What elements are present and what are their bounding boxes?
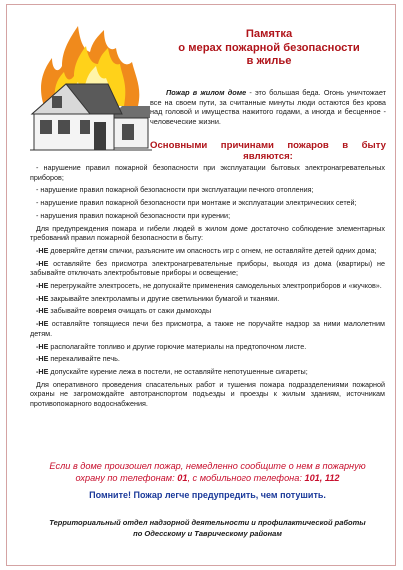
rule-text: закрывайте электролампы и другие светильники бумагой и тканями. [48,293,280,303]
rule-item [30,306,385,316]
title-line-3: в жилье [246,55,292,67]
rule-text: перекаливайте печь. [48,354,120,364]
causes-heading: Основными причинами пожаров в быту являются: [150,140,386,163]
rule-prefix: -НЕ [36,366,49,376]
rule-text: оставляйте без присмотра электронагревательные приборы, выходя из дома (квартиры) не забывайте отключать электробытовые приборы и освещение; [30,258,385,278]
rule-text: допускайте курение лежа в постели, не оставляйте непотушенные сигареты; [48,366,308,376]
rule-prefix: -НЕ [36,281,49,291]
emergency-notice [30,461,385,484]
page-title [158,28,380,69]
intro-lead: Пожар в жилом доме [166,88,247,97]
rule-text: располагайте топливо и другие горючие материалы на предтопочном листе. [48,341,307,351]
intro-text: - это большая беда. Огонь уничтожает все на своем пути, за считанные минуты люди остаются без крова над головой и имущества нажитого годами, а иногда и бесценное - человеческие жизни. [150,88,386,126]
rule-prefix: -НЕ [36,245,49,255]
alert-line-1: Если в доме произошел пожар, немедленно сообщите о нем в пожарную [49,461,366,471]
cause-item: - нарушение правил пожарной безопасности при эксплуатации бытовых электронагревательных приборов; [30,163,385,182]
alert-line-2a: охрану по телефонам: [75,472,178,483]
closing-paragraph: Для оперативного проведения спасательных работ и тушения пожара подразделениями пожарной охраны не загромождайте автотранспортом подъезды и проезды к жилым зданиям, источникам противопожарного водоснабжения. [30,379,385,409]
rule-prefix: -НЕ [36,306,49,316]
footer-department [40,517,375,539]
rule-text: забывайте вовремя очищать от сажи дымоходы [48,306,212,316]
alert-line-2b: , с мобильного телефона: [187,472,305,483]
phone-mobile: 101, 112 [304,472,340,483]
rule-item [30,319,385,338]
burning-house-icon [26,22,154,154]
rule-item [30,281,385,291]
cause-item: - нарушение правил пожарной безопасности при монтаже и эксплуатации электрических сетей; [36,198,357,208]
rule-text: перегружайте электросеть, не допускайте применения самодельных электроприборов и «жучков». [48,281,382,291]
title-line-2: о мерах пожарной безопасности [178,41,360,54]
remember-slogan: Помните! Пожар легче предупредить, чем потушить. [89,490,326,500]
rule-item [30,354,385,364]
title-line-1: Памятка [245,28,293,40]
rule-item [30,294,385,304]
rule-text: доверяйте детям спички, разъясните им опасность игр с огнем, не оставляйте детей одних дома; [48,245,377,255]
rule-prefix: -НЕ [36,354,49,364]
rule-item [30,367,385,377]
rule-item [30,342,385,352]
rule-prefix: -НЕ [36,293,49,303]
rule-prefix: -НЕ [36,341,49,351]
footer-line-1: Территориальный отдел надзорной деятельности и профилактической работы [49,518,366,527]
phone-landline: 01 [177,472,188,483]
rule-prefix: -НЕ [36,319,49,329]
cause-item: - нарушения правил пожарной безопасности при курении; [36,210,231,220]
main-text [30,163,385,412]
cause-item: - нарушение правил пожарной безопасности при эксплуатации печного отопления; [36,185,314,195]
intro-paragraph [150,88,386,126]
rule-text: оставляйте топящиеся печи без присмотра, а также не поручайте надзор за ними малолетним детям. [30,319,385,338]
prevention-intro: Для предупреждения пожара и гибели людей в жилом доме достаточно соблюдение элементарных требований правил пожарной безопасности в быту: [30,223,385,243]
footer-line-2: по Одесскому и Таврическому районам [133,529,282,538]
rule-item [30,259,385,278]
rule-item [30,246,385,256]
rule-prefix: -НЕ [36,258,49,268]
